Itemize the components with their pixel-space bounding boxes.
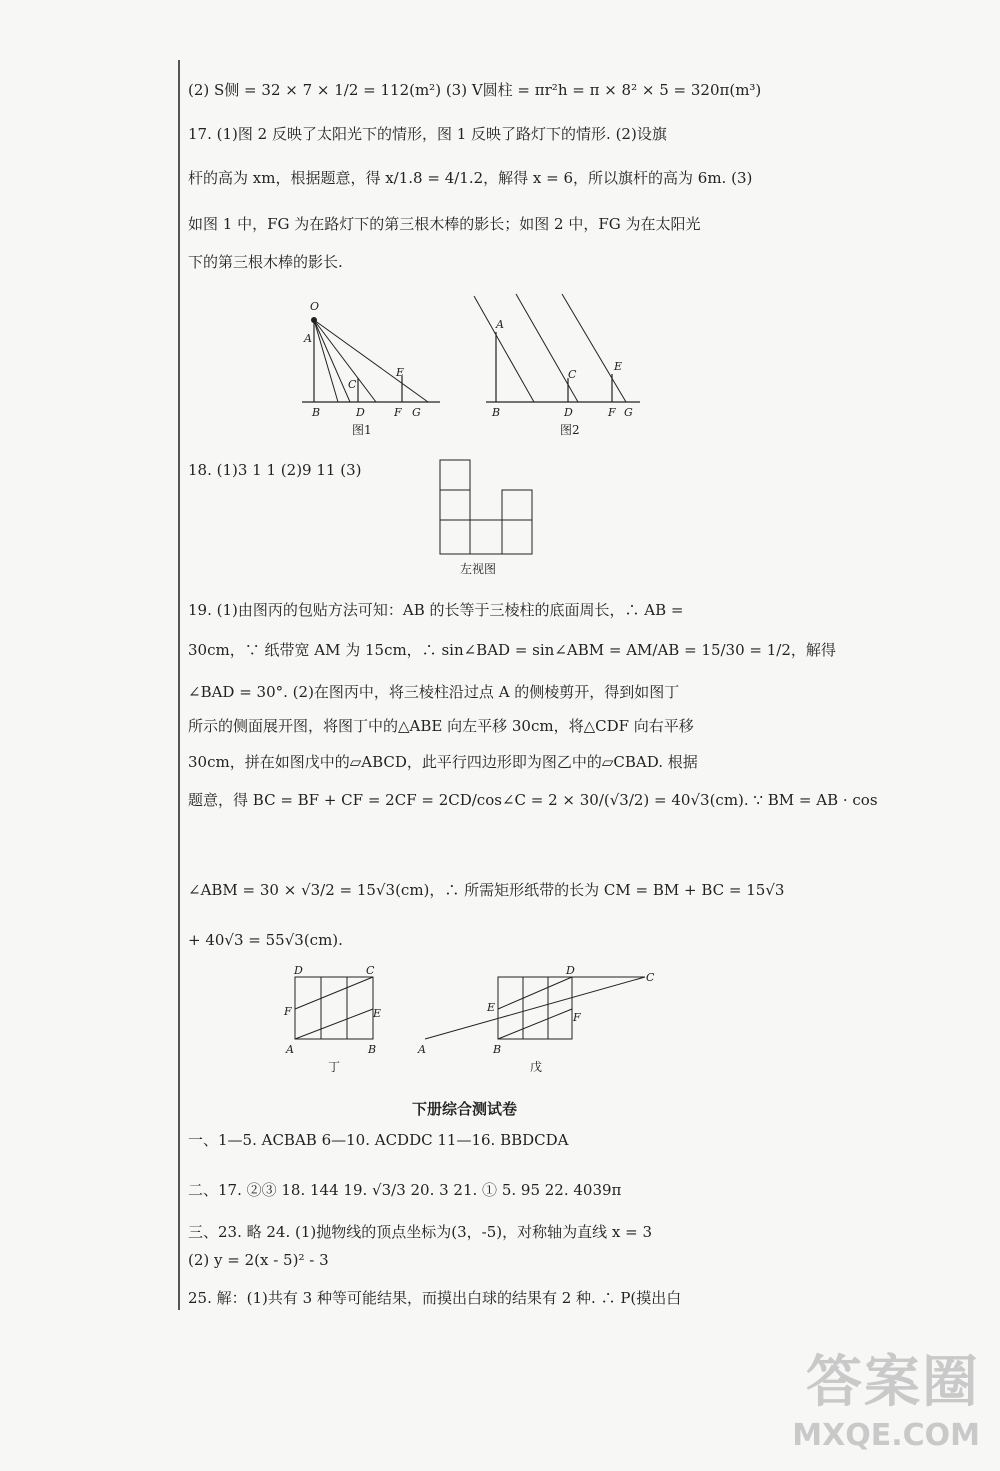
text-line-6: 18. (1)3 1 1 (2)9 11 (3) [188, 461, 362, 479]
label-D2: D [564, 406, 573, 419]
text-line-8: 30cm，∵ 纸带宽 AM 为 15cm，∴ sin∠BAD = sin∠ABM = AM/AB = 15/30 = 1/2，解得 [188, 641, 836, 659]
wu-E: E [487, 1001, 496, 1014]
label-E2: E [614, 360, 623, 373]
label-G: G [412, 406, 421, 419]
label-B: B [312, 406, 321, 419]
left-margin-rule [178, 60, 180, 1310]
watermark-logo: 答案圈 [806, 1350, 980, 1415]
label-E: E [396, 366, 405, 379]
label-C2: C [568, 368, 577, 381]
ding-C: C [366, 965, 375, 977]
wu-caption: 戊 [530, 1060, 543, 1074]
label-B2: B [492, 406, 501, 419]
text-line-7: 19. (1)由图丙的包贴方法可知：AB 的长等于三棱柱的底面周长，∴ AB = [188, 601, 684, 619]
label-D: D [356, 406, 365, 419]
wu-A: A [418, 1043, 426, 1056]
wu-D: D [566, 965, 575, 977]
label-A2: A [496, 318, 504, 331]
text-line-14: + 40√3 = 55√3(cm). [188, 931, 343, 949]
wu-C: C [646, 971, 655, 984]
watermark-url: MXQE.COM [792, 1418, 980, 1453]
label-G2: G [624, 406, 633, 419]
label-C: C [348, 378, 357, 391]
label-A: A [304, 332, 312, 345]
wu-B: B [493, 1043, 502, 1056]
section-title: 下册综合测试卷 [412, 1100, 518, 1118]
ding-E: E [373, 1007, 382, 1020]
label-F: F [394, 406, 402, 419]
ding-A: A [286, 1043, 294, 1056]
text-line-5: 下的第三根木棒的影长. [188, 253, 343, 271]
label-F2: F [608, 406, 616, 419]
text-line-17: 三、23. 略 24. (1)抛物线的顶点坐标为(3，-5)，对称轴为直线 x = 3 [188, 1223, 652, 1241]
text-line-10: 所示的侧面展开图，将图丁中的△ABE 向左平移 30cm，将△CDF 向右平移 [188, 717, 694, 735]
ding-D: D [294, 965, 303, 977]
label-O: O [310, 300, 320, 313]
text-line-16: 二、17. ②③ 18. 144 19. √3/3 20. 3 21. ① 5. 95 22. 4039π [188, 1181, 622, 1199]
fig2-caption: 图2 [560, 423, 580, 437]
left-view-figure [430, 455, 560, 580]
ding-F: F [284, 1005, 292, 1018]
text-line-1: (2) S侧 = 32 × 7 × 1/2 = 112(m²) (3) V圆柱 = πr²h = π × 8² × 5 = 320π(m³) [188, 81, 762, 99]
text-line-9: ∠BAD = 30°. (2)在图丙中，将三棱柱沿过点 A 的侧棱剪开，得到如图丁 [188, 683, 680, 701]
unfold-figures [280, 965, 670, 1080]
wu-F: F [573, 1011, 581, 1024]
left-view-caption: 左视图 [460, 562, 497, 576]
text-line-13: ∠ABM = 30 × √3/2 = 15√3(cm)，∴ 所需矩形纸带的长为 CM = BM + BC = 15√3 [188, 881, 785, 899]
text-line-2: 17. (1)图 2 反映了太阳光下的情形，图 1 反映了路灯下的情形. (2)设旗 [188, 125, 667, 143]
text-line-12: 题意，得 BC = BF + CF = 2CF = 2CD/cos∠C = 2 × 30/(√3/2) = 40√3(cm). ∵ BM = AB · cos [188, 791, 878, 809]
text-line-18: (2) y = 2(x - 5)² - 3 [188, 1251, 329, 1269]
shadow-figures [290, 290, 650, 440]
text-line-19: 25. 解：(1)共有 3 种等可能结果，而摸出白球的结果有 2 种. ∴ P(摸出白 [188, 1289, 682, 1307]
text-line-4: 如图 1 中，FG 为在路灯下的第三根木棒的影长；如图 2 中，FG 为在太阳光 [188, 215, 701, 233]
fig1-caption: 图1 [352, 423, 372, 437]
watermark [792, 1338, 980, 1453]
text-line-11: 30cm，拼在如图戊中的▱ABCD，此平行四边形即为图乙中的▱CBAD. 根据 [188, 753, 698, 771]
ding-caption: 丁 [328, 1060, 341, 1074]
text-line-15: 一、1—5. ACBAB 6—10. ACDDC 11—16. BBDCDA [188, 1131, 569, 1149]
text-line-3: 杆的高为 xm，根据题意，得 x/1.8 = 4/1.2，解得 x = 6，所以旗杆的高为 6m. (3) [188, 169, 753, 187]
ding-B: B [368, 1043, 377, 1056]
